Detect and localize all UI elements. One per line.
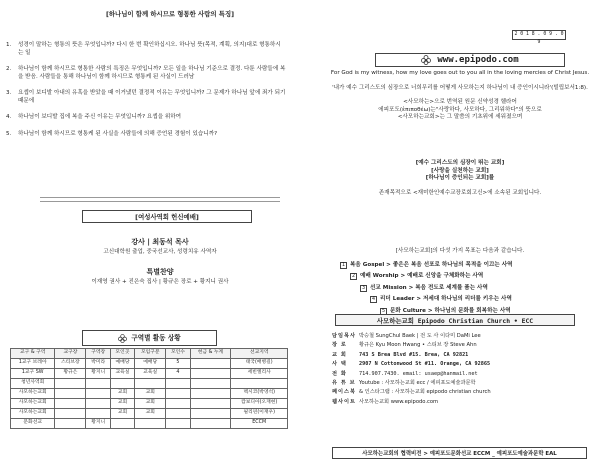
- sermon-info: [20, 238, 300, 289]
- table-cell: 황지니: [86, 419, 110, 429]
- left-title: [하나님이 함께 하시므로 형통한 사람의 특징]: [105, 10, 235, 18]
- activity-table: [10, 348, 288, 429]
- activity-banner-label: 구역별 활동 상황: [131, 333, 181, 342]
- table-row: [11, 389, 288, 399]
- table-row: [11, 409, 288, 419]
- info-value: 박승철 SungChul Baek | 전 도 사 이다미 DaMi Lee: [359, 333, 481, 339]
- question-text: 성경이 말하는 형통의 뜻은 무엇입니까? 다시 한 번 확인하십시오. 하나님 뜻(목적, 계획, 의지)대로 형통하시는 일: [18, 42, 281, 56]
- info-row: [332, 399, 592, 406]
- info-row: [332, 333, 592, 340]
- purpose-number: 3: [361, 285, 366, 291]
- info-label: 웹사이트: [332, 398, 357, 405]
- info-label: 담임목사: [332, 333, 357, 339]
- purpose-item: [330, 273, 590, 281]
- table-cell: 예배당: [135, 359, 166, 369]
- verse-english: For God is my witness, how my love goes out to you all in the loving mercies of Christ Jesus.: [330, 70, 590, 76]
- table-cell: 사모하는교회: [11, 399, 55, 409]
- vision-line: [사랑을 실천하는 교회]: [431, 167, 489, 174]
- info-row: [332, 342, 592, 349]
- table-cell: 교회: [135, 399, 166, 409]
- table-cell: 교회: [110, 409, 134, 419]
- church-info: [332, 333, 592, 408]
- column-header: 교구장: [55, 349, 86, 359]
- table-header-row: [11, 349, 288, 359]
- info-row: [332, 380, 592, 387]
- purpose-section: [330, 248, 590, 319]
- table-cell: 1교구 SW: [11, 369, 55, 379]
- purpose-intro: [사모하는교회]의 다섯 가지 목표는 다음과 같습니다.: [395, 248, 525, 254]
- table-cell: 교회: [135, 389, 166, 399]
- table-cell: [190, 399, 231, 409]
- table-cell: 캄보디아(오재현): [231, 399, 288, 409]
- table-cell: [86, 399, 110, 409]
- purpose-item: [330, 262, 590, 270]
- info-row: [332, 389, 592, 396]
- question-text: 요셉이 보디발 아내의 유혹을 받았을 때 이거냈던 결정적 이유는 무엇입니까? 그 문제가 하나님 앞에 죄가 되기 때문에: [18, 90, 286, 104]
- bible-verse: [330, 70, 590, 122]
- table-cell: [190, 389, 231, 399]
- question-item: [6, 114, 286, 122]
- table-cell: [86, 409, 110, 419]
- info-label: 전 화: [332, 370, 347, 377]
- vision-statement: [330, 160, 590, 197]
- table-cell: [55, 399, 86, 409]
- table-cell: 교육실: [110, 369, 134, 379]
- table-cell: [190, 369, 231, 379]
- table-cell: 교육실: [135, 369, 166, 379]
- info-value: Youtube : 사모하는교회 ecc / 에피포도예술과문학: [359, 380, 476, 387]
- table-cell: [135, 379, 166, 389]
- table-cell: 황지니: [86, 369, 110, 379]
- question-text: 하나님이 보디발 집에 복을 주신 이유는 무엇입니까? 요셉을 위하여: [18, 114, 182, 121]
- purpose-text: 선교 Mission > 복음 전도로 세계를 품는 사역: [370, 284, 488, 291]
- service-banner: [여성사역회 헌신예배]: [82, 210, 252, 223]
- table-cell: [110, 419, 134, 429]
- purpose-text: 문화 Culture > 하나님의 문화를 회복하는 사역: [390, 307, 511, 314]
- table-cell: [190, 379, 231, 389]
- column-header: 구역장: [86, 349, 110, 359]
- table-cell: [166, 389, 190, 399]
- table-cell: 박미라: [86, 359, 110, 369]
- table-row: [11, 369, 288, 379]
- table-cell: 예배당: [110, 359, 134, 369]
- table-cell: [135, 419, 166, 429]
- column-header: 선교지역: [231, 349, 288, 359]
- question-text: 하나님이 함께 하시므로 형통케 된 사실을 사람들에 의해 증언된 경험이 있습니까?: [18, 130, 218, 137]
- purpose-text: 리더 Leader > 저세대 하나님의 리더를 키우는 사역: [380, 296, 512, 303]
- footer-banner: 사모하는교회의 협력비전 > 예피포도문화선교 ECCM _ 예피포도예술과문학 EAL: [332, 447, 587, 459]
- table-cell: [166, 419, 190, 429]
- question-item: [6, 42, 286, 57]
- column-header: 교구 & 구역: [11, 349, 55, 359]
- column-header: 모임구분: [135, 349, 166, 359]
- table-cell: [190, 359, 231, 369]
- question-number: 2.: [6, 66, 12, 73]
- info-value: & 인스타그램 : 사모하는교회 epipodo christian church: [359, 389, 491, 396]
- purpose-text: 예배 Worship > 예배로 신앙을 구체화하는 사역: [360, 273, 484, 280]
- info-label: 페이스북: [332, 389, 357, 396]
- table-cell: 4: [166, 369, 190, 379]
- info-value: 황규은 Kyu Moon Hwang • 스티브 장 Steve Ahn: [359, 342, 477, 349]
- purpose-number: 2: [351, 274, 356, 280]
- special-music-detail: 이재영 권사 + 진은숙 집사 | 황규은 장로 + 황지니 권사: [91, 279, 229, 286]
- table-cell: [86, 389, 110, 399]
- question-item: [6, 131, 286, 139]
- purpose-text: 복음 Gospel > 좋은은 복음 선포로 하나님의 목적을 이끄는 사역: [350, 261, 513, 268]
- table-cell: 멕시코(박영석): [231, 389, 288, 399]
- table-cell: [55, 379, 86, 389]
- info-row: [332, 361, 592, 368]
- info-label: 교 회: [332, 351, 347, 358]
- purpose-number: 5: [381, 309, 386, 314]
- question-item: [6, 66, 286, 81]
- table-cell: 청년사역회: [11, 379, 55, 389]
- table-cell: 사모하는교회: [11, 409, 55, 419]
- vision-line: [하나님이 증인되는 교회]를: [425, 175, 495, 182]
- table-cell: [190, 419, 231, 429]
- table-row: [11, 359, 288, 369]
- table-cell: [55, 389, 86, 399]
- table-row: [11, 419, 288, 429]
- flower-icon: [421, 55, 431, 65]
- website-url[interactable]: www.epipodo.com: [437, 54, 519, 65]
- table-cell: 문화선교: [11, 419, 55, 429]
- verse-note: <사모하는>으로 번역된 원문 신약성경 헬라어: [403, 99, 517, 106]
- purpose-number: 1: [341, 262, 346, 268]
- table-cell: 황규은: [55, 369, 86, 379]
- divider: [40, 197, 280, 198]
- table-cell: 세빈엘리사: [231, 369, 288, 379]
- table-cell: [55, 409, 86, 419]
- verse-korean: '내가 예수 그리스도의 심장으로 너희무리를 어떻게 사모하는지 하나님이 내 증인이시니라'(빌립보서1:8).: [332, 84, 588, 91]
- purpose-number: 4: [371, 297, 376, 303]
- question-item: [6, 90, 286, 105]
- table-cell: [166, 399, 190, 409]
- table-row: [11, 379, 288, 389]
- special-music-heading: 특별찬양: [146, 267, 174, 276]
- verse-note: <사모하는교회>는 그 말씀의 기초위에 세워졌으며: [397, 114, 523, 121]
- purpose-item: [330, 296, 590, 304]
- table-cell: [166, 379, 190, 389]
- table-cell: [55, 419, 86, 429]
- table-cell: 태국(배병길): [231, 359, 288, 369]
- verse-note: 에피포도(ἐπιποθέω)는"사랑하다, 사모하다, 그리워하다"의 뜻으로: [378, 106, 542, 113]
- divider: [40, 201, 280, 202]
- table-cell: 사모하는교회: [11, 389, 55, 399]
- purpose-item: [330, 285, 590, 293]
- table-cell: 교회: [110, 399, 134, 409]
- column-header: 모인곳: [110, 349, 134, 359]
- speaker-detail: 고신대학원 출업, 중국선교사, 성령치유 사역자: [103, 249, 217, 256]
- table-row: [11, 399, 288, 409]
- table-cell: [110, 379, 134, 389]
- info-label: 사 택: [332, 361, 347, 368]
- question-number: 3.: [6, 90, 12, 97]
- table-cell: ECCM: [231, 419, 288, 429]
- column-header: 모인수: [166, 349, 190, 359]
- speaker-heading: 강사 | 최동석 목사: [131, 238, 189, 246]
- table-cell: 스티브장: [55, 359, 86, 369]
- table-cell: [190, 409, 231, 419]
- church-name-banner: 사모하는교회 Epipodo Christian Church • ECC: [335, 314, 575, 326]
- info-row: [332, 352, 592, 359]
- table-cell: [86, 379, 110, 389]
- info-value: 743 S Brea Blvd #15. Brea, CA 92821: [359, 351, 469, 358]
- column-header: 헌금 & 누계: [190, 349, 231, 359]
- question-list: [6, 42, 286, 147]
- info-value: 2907 N Cottonwood St #11. Orange, CA 92865: [359, 361, 491, 368]
- table-cell: 필리핀(이재우): [231, 409, 288, 419]
- activity-banner: [82, 330, 217, 346]
- question-text: 하나님이 함께 하시므로 형통한 사람의 특징은 무엇입니까? 모든 일을 하나님 기준으로 결정. 다툰 사람들에 복을 받음. 사람들을 통해 하나님이 함께 하시므로 형통케 된 사실이 드러남: [18, 66, 286, 80]
- info-row: [332, 371, 592, 378]
- table-cell: 교회: [110, 389, 134, 399]
- question-number: 5.: [6, 130, 12, 137]
- vision-line: [예수 그리스도의 심장이 뛰는 교회]: [415, 160, 505, 166]
- info-label: 유 튜 브: [332, 380, 356, 387]
- vision-tail: 존재목적으로 <재미한인예수교장로회고신>에 소속된 교회입니다.: [378, 189, 542, 196]
- info-label: 장 로: [332, 342, 347, 349]
- question-number: 4.: [6, 114, 12, 121]
- table-cell: 교회: [135, 409, 166, 419]
- table-cell: [231, 379, 288, 389]
- info-value[interactable]: 714.907.7430. email: usaep@hanmail.net: [359, 370, 478, 377]
- question-number: 1.: [6, 42, 12, 48]
- table-cell: 5: [166, 359, 190, 369]
- flower-icon: [118, 334, 127, 343]
- table-cell: 1교구 브레아: [11, 359, 55, 369]
- website-banner[interactable]: [375, 53, 565, 67]
- info-value[interactable]: 사모하는교회 www.epipodo.com: [359, 398, 439, 405]
- table-cell: [166, 409, 190, 419]
- date-badge: 2 0 1 8 . 0 9 . 0 9: [512, 30, 566, 40]
